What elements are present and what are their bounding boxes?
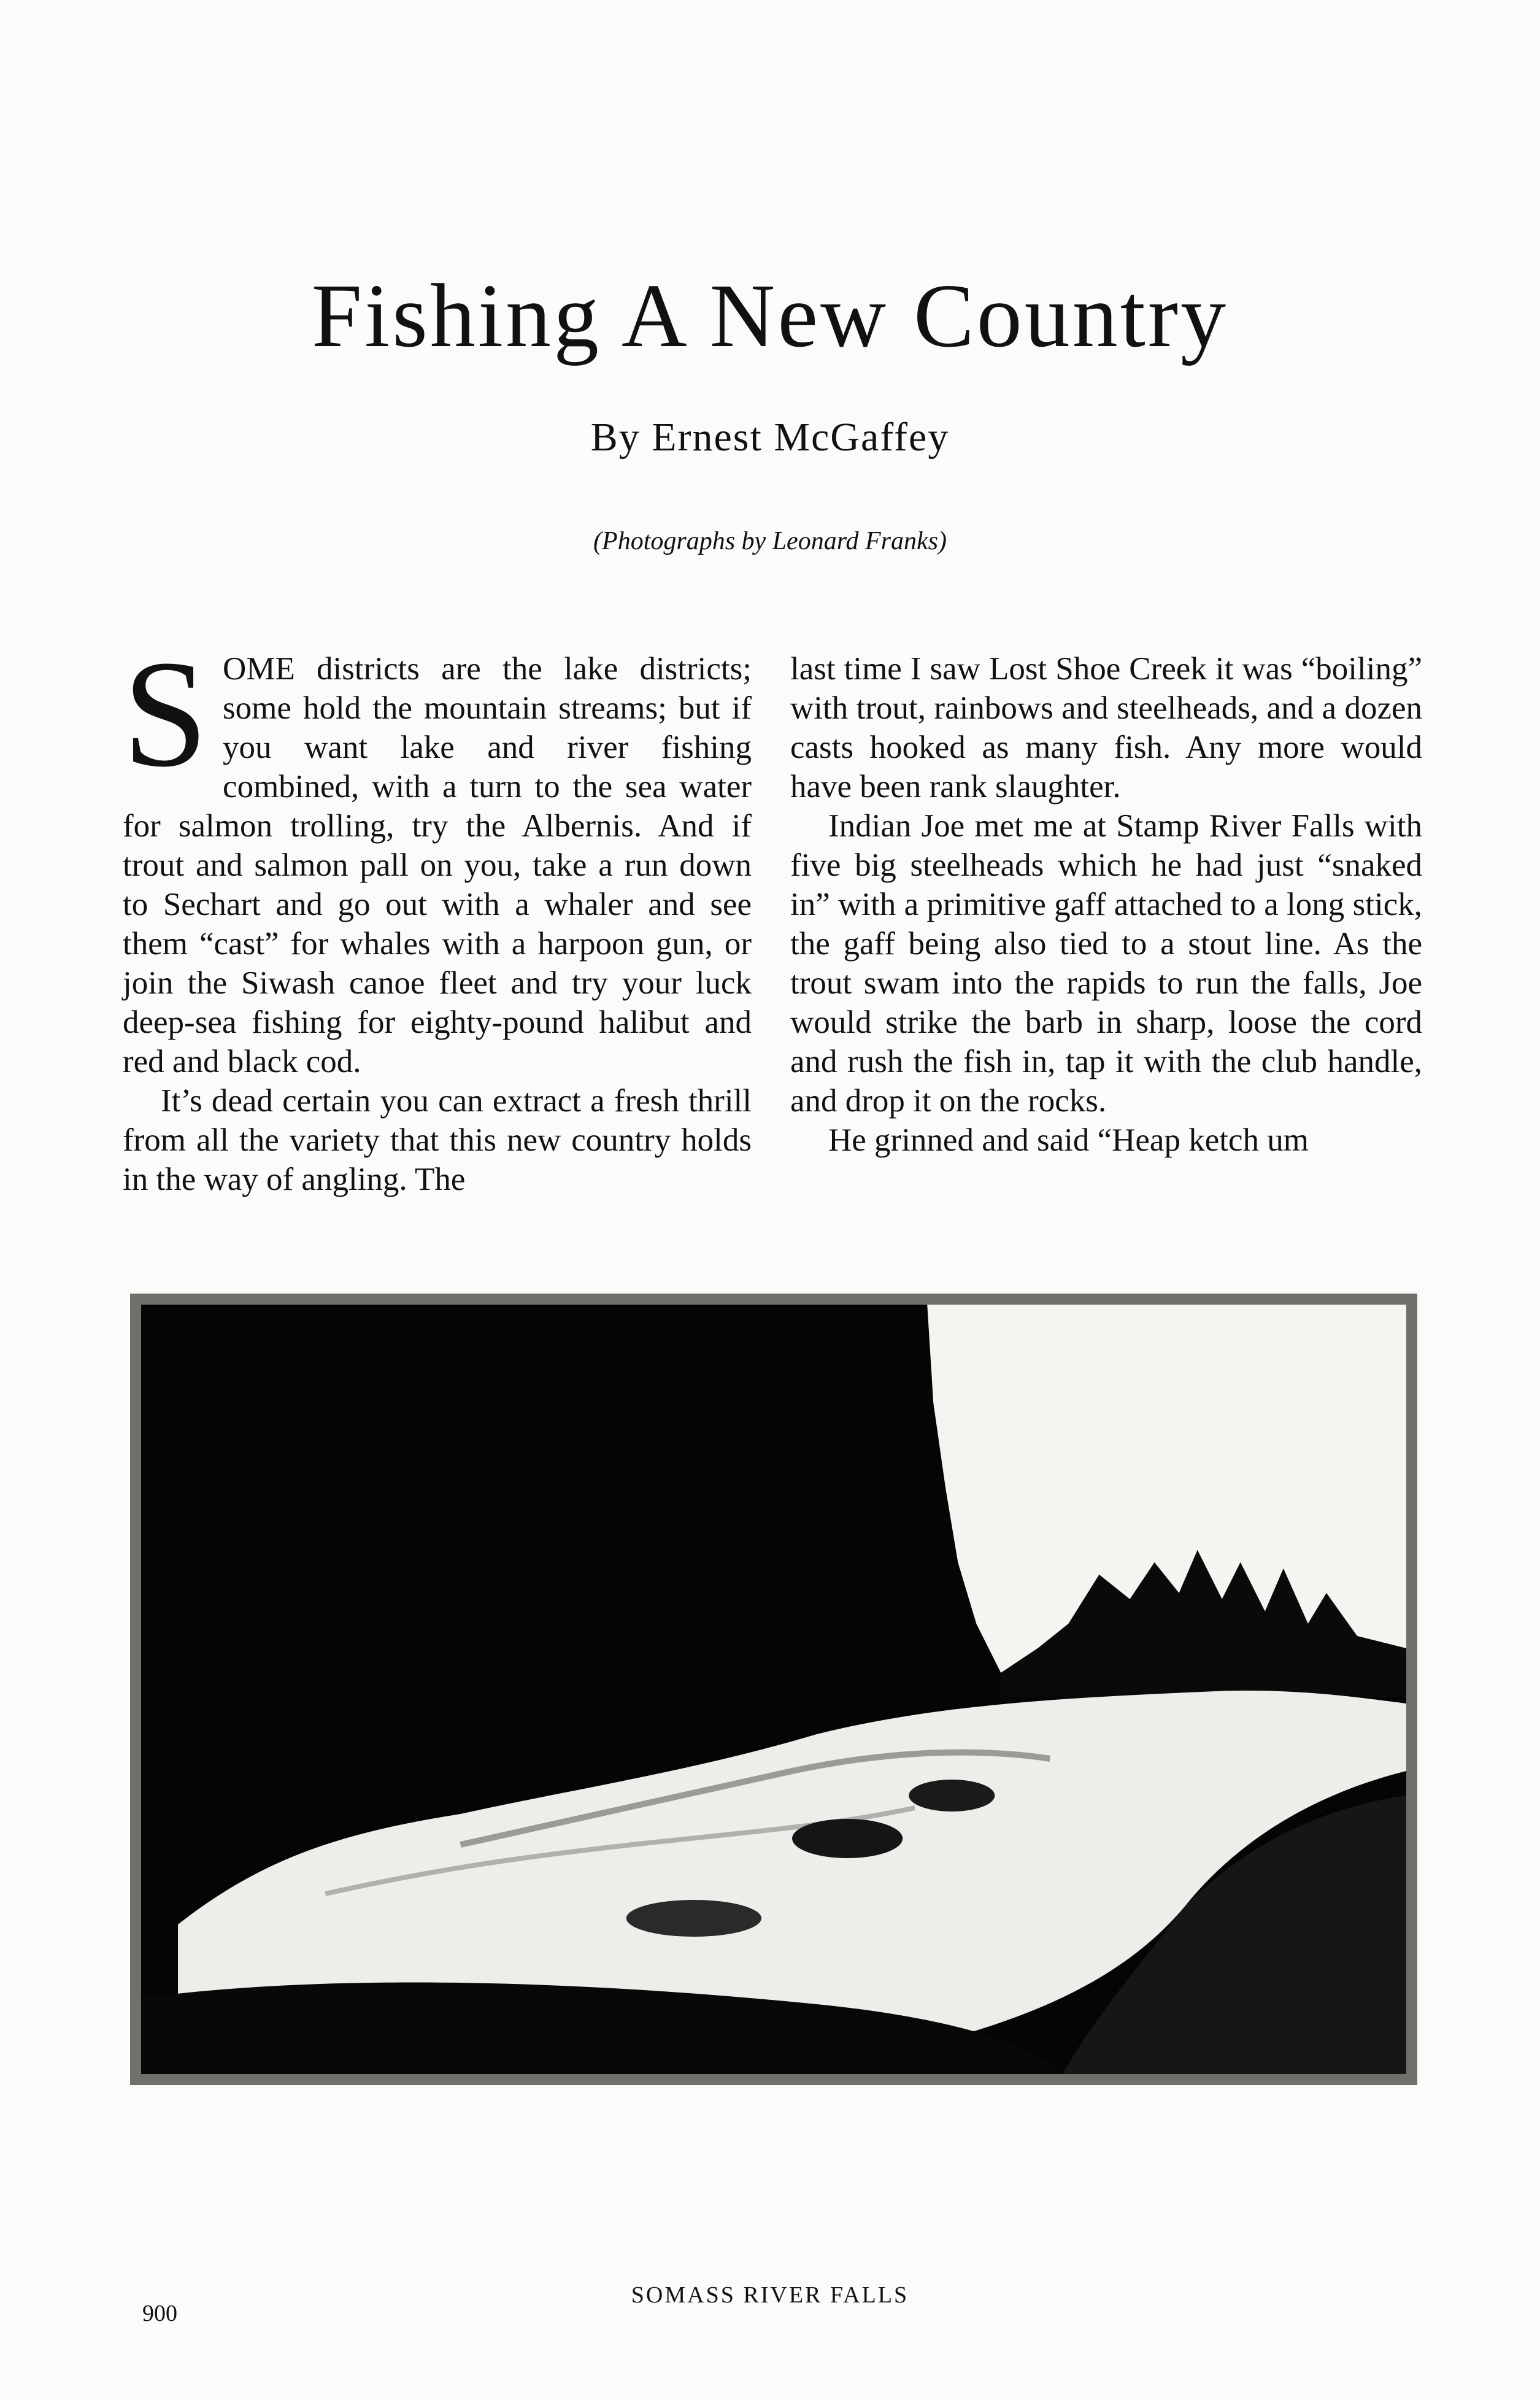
drop-cap: S [123,629,209,799]
left-column [123,629,752,1199]
paragraph: It’s dead certain you can extract a fresh thrill from all the variety that this new country holds in the way of angling. The [123,1083,752,1197]
paragraph [123,629,752,1081]
photo-credit: (Photographs by Leonard Franks) [593,527,947,555]
paragraph-text: OME districts are the lake districts; some hold the mountain streams; but if you want lake and river fishing combined, with a turn to the sea water for salmon trolling, try the Albernis. And if trout and salmon pall on you, take a run down to Sechart and go out with a whaler and see them “cast” for whales with a harpoon gun, or join the Siwash canoe fleet and try your luck deep-sea fishing for eighty-pound halibut and red and black cod. [123,651,752,1079]
paragraph: last time I saw Lost Shoe Creek it was “boiling” with trout, rainbows and steelheads, and a dozen casts hooked as many fish. Any more would have been rank slaughter. [790,651,1422,805]
article-byline: By Ernest McGaffey [590,415,950,460]
page-number: 900 [142,2301,177,2326]
paragraph: Indian Joe met me at Stamp River Falls with five big steelheads which he had just “snaked in” with a primitive gaff attached to a long stick, the gaff being also tied to a stout line. As the trout swam into the rapids to run the falls, Joe would strike the barb in sharp, loose the cord and rush the fish in, tap it with the club handle, and drop it on the rocks. [790,808,1422,1119]
river-falls-photo [130,1294,1417,2085]
paragraph: He grinned and said “Heap ketch um [828,1122,1309,1158]
article-title: Fishing A New Country [311,266,1229,366]
photo-caption: SOMASS RIVER FALLS [631,2282,909,2308]
photo-illustration [141,1305,1406,2074]
right-column [790,649,1422,1160]
